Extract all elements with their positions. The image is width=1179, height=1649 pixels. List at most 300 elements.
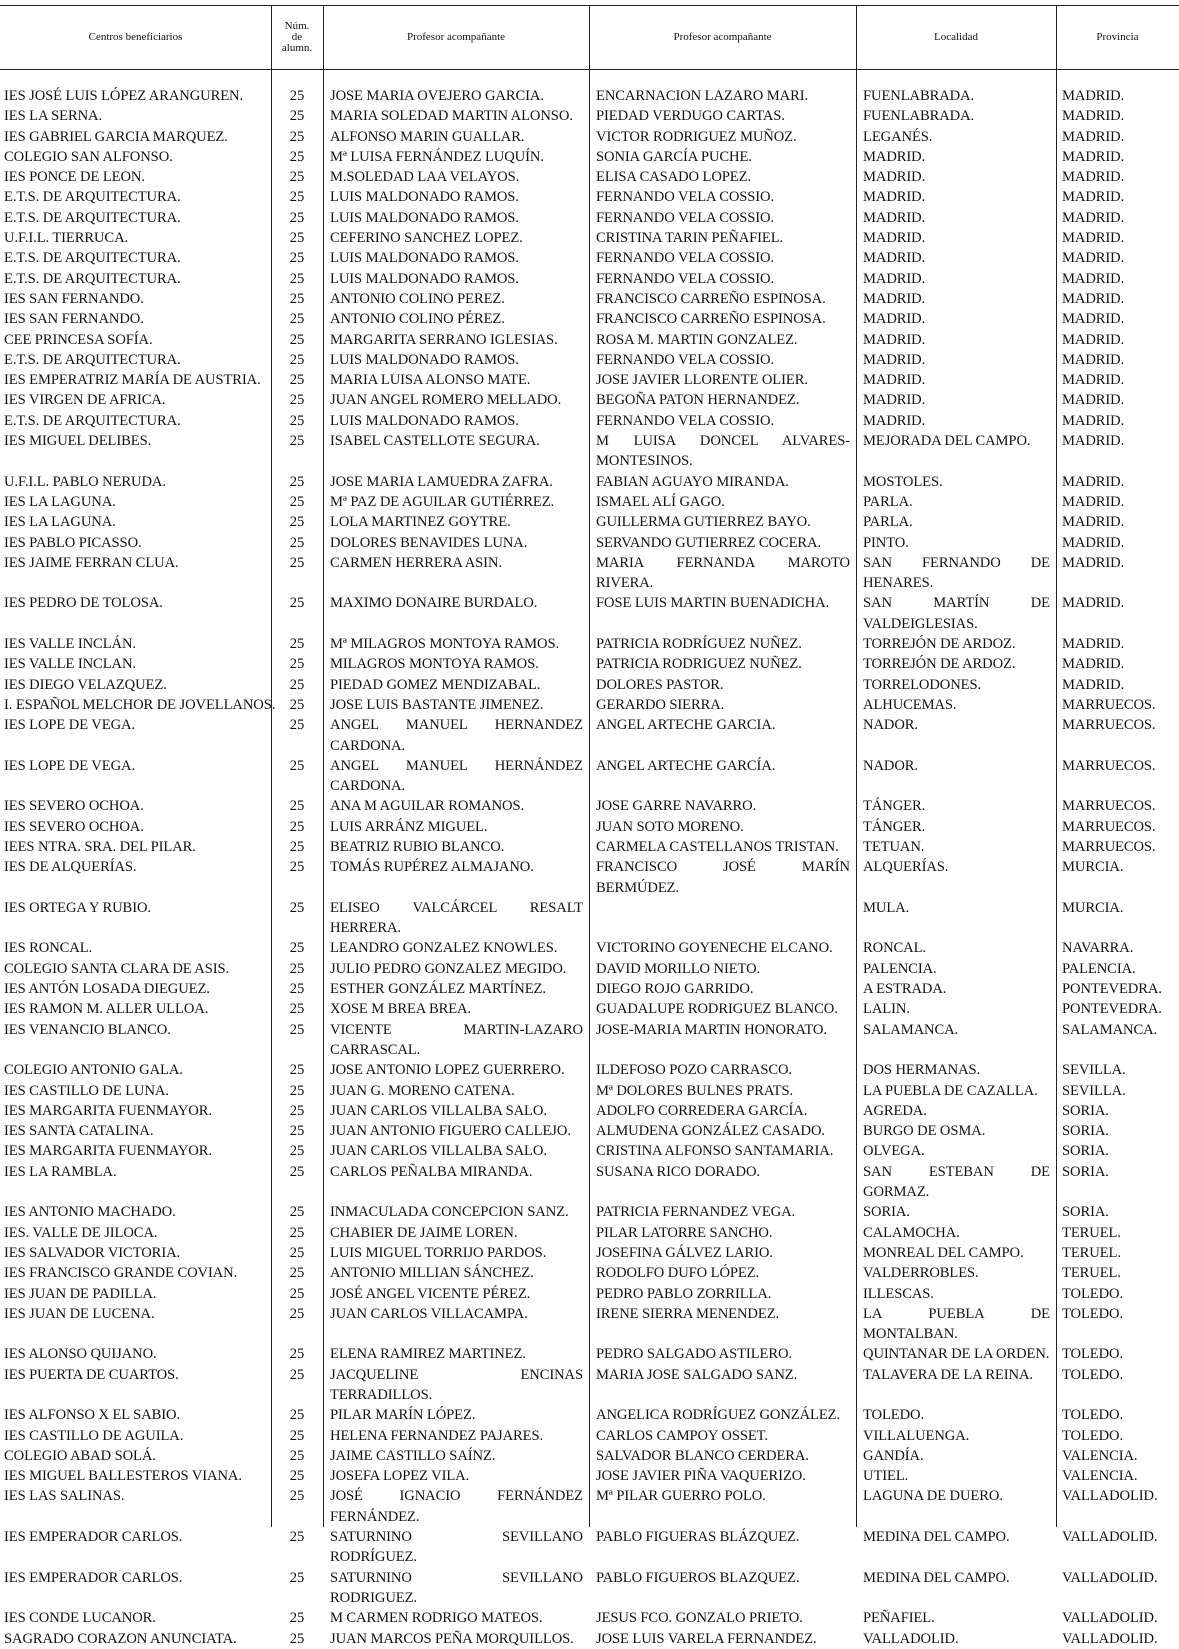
- localidad-cell: NADOR.: [863, 717, 918, 734]
- num-alumnos-cell: 25: [289, 1082, 305, 1099]
- profesor-2-cell: PABLO FIGUEROS BLAZQUEZ.: [596, 1569, 800, 1586]
- provincia-cell: MADRID.: [1062, 433, 1125, 450]
- provincia-cell: MADRID.: [1062, 534, 1125, 551]
- num-alumnos-cell: 25: [289, 981, 305, 998]
- num-alumnos-cell: 25: [289, 169, 305, 186]
- table-row: [0, 1304, 1179, 1345]
- centro-cell: IES JOSÉ LUIS LÓPEZ ARANGUREN.: [4, 88, 244, 104]
- centro-cell: IES DIEGO VELAZQUEZ.: [4, 676, 167, 693]
- profesor-1-cell: JUAN G. MORENO CATENA.: [330, 1082, 515, 1099]
- profesor-2-cell: FERNANDO VELA COSSIO.: [596, 270, 775, 287]
- profesor-2-cell: VICTORINO GOYENECHE ELCANO.: [596, 940, 833, 957]
- centro-cell: I. ESPAÑOL MELCHOR DE JOVELLANOS.: [4, 696, 276, 713]
- num-alumnos-cell: 25: [289, 1346, 305, 1363]
- provincia-cell: VALLADOLID.: [1062, 1529, 1158, 1546]
- provincia-cell: MADRID.: [1062, 108, 1125, 125]
- num-alumnos-cell: 25: [289, 696, 305, 713]
- table-row: [0, 330, 1179, 350]
- provincia-cell: TOLEDO.: [1062, 1427, 1124, 1444]
- centro-cell: IES GABRIEL GARCIA MARQUEZ.: [4, 128, 228, 145]
- profesor-1-cell: JOSEFA LOPEZ VILA.: [330, 1468, 470, 1485]
- num-alumnos-cell: 25: [289, 1123, 305, 1140]
- profesor-1-cell: LUIS MIGUEL TORRIJO PARDOS.: [330, 1244, 547, 1261]
- localidad-cell: TETUAN.: [863, 838, 925, 855]
- provincia-cell: MADRID.: [1062, 189, 1125, 206]
- table-row: [0, 1081, 1179, 1101]
- centro-cell: IES EMPERATRIZ MARÍA DE AUSTRIA.: [4, 372, 261, 389]
- num-alumnos-cell: 25: [289, 1488, 305, 1505]
- provincia-cell: TOLEDO.: [1062, 1346, 1124, 1363]
- table-row: [0, 1344, 1179, 1364]
- localidad-cell: ALHUCEMAS.: [863, 696, 957, 713]
- centro-cell: IES JUAN DE LUCENA.: [4, 1305, 155, 1322]
- profesor-1-cell: JOSÉ ANGEL VICENTE PÉREZ.: [330, 1285, 531, 1302]
- table-row: [0, 248, 1179, 268]
- provincia-cell: MADRID.: [1062, 128, 1125, 145]
- localidad-cell: MADRID.: [863, 230, 926, 247]
- table-row: [0, 167, 1179, 187]
- provincia-cell: SORIA.: [1062, 1204, 1109, 1221]
- profesor-1-cell: XOSE M BREA BREA.: [330, 1001, 472, 1018]
- profesor-1-cell: ELISEO VALCÁRCEL RESALT HERRERA.: [330, 899, 583, 937]
- localidad-cell: RONCAL.: [863, 940, 926, 957]
- localidad-cell: MEDINA DEL CAMPO.: [863, 1529, 1010, 1546]
- provincia-cell: MARRUECOS.: [1062, 757, 1156, 774]
- provincia-cell: TOLEDO.: [1062, 1407, 1124, 1424]
- header-localidad: Localidad: [934, 31, 978, 43]
- localidad-cell: VILLALUENGA.: [863, 1427, 970, 1444]
- profesor-2-cell: JOSE JAVIER LLORENTE OLIER.: [596, 372, 808, 389]
- table-row: [0, 533, 1179, 553]
- table-row: [0, 512, 1179, 532]
- profesor-1-cell: CARLOS PEÑALBA MIRANDA.: [330, 1163, 533, 1180]
- provincia-cell: MADRID.: [1062, 595, 1125, 612]
- centro-cell: IES MARGARITA FUENMAYOR.: [4, 1102, 212, 1119]
- localidad-cell: DOS HERMANAS.: [863, 1062, 981, 1079]
- provincia-cell: MADRID.: [1062, 270, 1125, 287]
- centro-cell: COLEGIO SAN ALFONSO.: [4, 148, 173, 165]
- table-row: [0, 1486, 1179, 1527]
- profesor-2-cell: ENCARNACION LAZARO MARI.: [596, 88, 809, 104]
- table-row: [0, 1527, 1179, 1568]
- profesor-2-cell: PATRICIA RODRÍGUEZ NUÑEZ.: [596, 636, 802, 653]
- profesor-1-cell: ANGEL MANUEL HERNANDEZ CARDONA.: [330, 717, 583, 754]
- profesor-2-cell: DOLORES PASTOR.: [596, 676, 724, 693]
- provincia-cell: MADRID.: [1062, 412, 1125, 429]
- provincia-cell: MADRID.: [1062, 250, 1125, 267]
- provincia-cell: VALENCIA.: [1062, 1468, 1138, 1485]
- num-alumnos-cell: 25: [289, 1102, 305, 1119]
- profesor-2-cell: JOSE-MARIA MARTIN HONORATO.: [596, 1021, 827, 1038]
- num-alumnos-cell: 25: [289, 1265, 305, 1282]
- localidad-cell: TORRELODONES.: [863, 676, 982, 693]
- centro-cell: IES PUERTA DE CUARTOS.: [4, 1366, 179, 1383]
- num-alumnos-cell: 25: [289, 1305, 305, 1322]
- provincia-cell: PONTEVEDRA.: [1062, 981, 1162, 998]
- profesor-1-cell: LUIS MALDONADO RAMOS.: [330, 351, 519, 368]
- table-row: [0, 1060, 1179, 1080]
- provincia-cell: TERUEL.: [1062, 1265, 1121, 1282]
- profesor-1-cell: VICENTE MARTIN-LAZARO CARRASCAL.: [330, 1021, 583, 1058]
- localidad-cell: GANDÍA.: [863, 1447, 924, 1464]
- provincia-cell: MARRUECOS.: [1062, 818, 1156, 835]
- table-row: [0, 898, 1179, 939]
- table-row: [0, 553, 1179, 594]
- localidad-cell: AGREDA.: [863, 1102, 927, 1119]
- num-alumnos-cell: 25: [289, 290, 305, 307]
- provincia-cell: MADRID.: [1062, 656, 1125, 673]
- profesor-2-cell: CRISTINA TARIN PEÑAFIEL.: [596, 230, 784, 247]
- num-alumnos-cell: 25: [289, 1407, 305, 1424]
- table-row: [0, 1608, 1179, 1628]
- provincia-cell: MADRID.: [1062, 290, 1125, 307]
- table-row: [0, 147, 1179, 167]
- localidad-cell: MADRID.: [863, 169, 926, 186]
- num-alumnos-cell: 25: [289, 433, 305, 450]
- profesor-1-cell: M CARMEN RODRIGO MATEOS.: [330, 1610, 543, 1627]
- profesor-2-cell: DIEGO ROJO GARRIDO.: [596, 981, 754, 998]
- localidad-cell: MOSTOLES.: [863, 473, 943, 490]
- centro-cell: IES CASTILLO DE LUNA.: [4, 1082, 169, 1099]
- localidad-cell: SORIA.: [863, 1204, 910, 1221]
- num-alumnos-cell: 25: [289, 554, 305, 571]
- profesor-2-cell: IRENE SIERRA MENENDEZ.: [596, 1305, 780, 1322]
- localidad-cell: OLVEGA.: [863, 1143, 925, 1160]
- table-row: [0, 1243, 1179, 1263]
- profesor-1-cell: PILAR MARÍN LÓPEZ.: [330, 1407, 476, 1424]
- centro-cell: IES SEVERO OCHOA.: [4, 818, 144, 835]
- centro-cell: IES PEDRO DE TOLOSA.: [4, 595, 163, 612]
- profesor-1-cell: JULIO PEDRO GONZALEZ MEGIDO.: [330, 960, 567, 977]
- table-row: [0, 187, 1179, 207]
- table-row: [0, 1223, 1179, 1243]
- profesor-2-cell: FABIAN AGUAYO MIRANDA.: [596, 473, 789, 490]
- num-alumnos-cell: 25: [289, 676, 305, 693]
- table-row: [0, 593, 1179, 634]
- centro-cell: IES. VALLE DE JILOCA.: [4, 1224, 158, 1241]
- num-alumnos-cell: 25: [289, 493, 305, 510]
- profesor-2-cell: ROSA M. MARTIN GONZALEZ.: [596, 331, 798, 348]
- profesor-2-cell: FRANCISCO CARREÑO ESPINOSA.: [596, 290, 826, 307]
- table-row: [0, 370, 1179, 390]
- table-row: [0, 654, 1179, 674]
- profesor-1-cell: JOSE ANTONIO LOPEZ GUERRERO.: [330, 1062, 565, 1079]
- localidad-cell: MADRID.: [863, 311, 926, 328]
- table-row: [0, 208, 1179, 228]
- provincia-cell: TOLEDO.: [1062, 1285, 1124, 1302]
- profesor-2-cell: FRANCISCO CARREÑO ESPINOSA.: [596, 311, 826, 328]
- profesor-2-cell: ANGEL ARTECHE GARCÍA.: [596, 757, 776, 774]
- num-alumnos-cell: 25: [289, 838, 305, 855]
- provincia-cell: MADRID.: [1062, 493, 1125, 510]
- centro-cell: IES ALONSO QUIJANO.: [4, 1346, 157, 1363]
- centro-cell: IES LA LAGUNA.: [4, 514, 116, 531]
- num-alumnos-cell: 25: [289, 1427, 305, 1444]
- profesor-1-cell: ESTHER GONZÁLEZ MARTÍNEZ.: [330, 981, 546, 998]
- centro-cell: IES DE ALQUERÍAS.: [4, 859, 137, 876]
- centro-cell: CEE PRINCESA SOFÍA.: [4, 331, 153, 348]
- profesor-1-cell: M.SOLEDAD LAA VELAYOS.: [330, 169, 520, 186]
- provincia-cell: MARRUECOS.: [1062, 717, 1156, 734]
- table-row: [0, 756, 1179, 797]
- provincia-cell: MADRID.: [1062, 392, 1125, 409]
- localidad-cell: BURGO DE OSMA.: [863, 1123, 986, 1140]
- num-alumnos-cell: 25: [289, 351, 305, 368]
- centro-cell: IES PABLO PICASSO.: [4, 534, 142, 551]
- table-row: [0, 86, 1179, 106]
- localidad-cell: CALAMOCHA.: [863, 1224, 960, 1241]
- provincia-cell: VALENCIA.: [1062, 1447, 1138, 1464]
- profesor-1-cell: CHABIER DE JAIME LOREN.: [330, 1224, 518, 1241]
- profesor-1-cell: LEANDRO GONZALEZ KNOWLES.: [330, 940, 558, 957]
- num-alumnos-cell: 25: [289, 209, 305, 226]
- localidad-cell: MEDINA DEL CAMPO.: [863, 1569, 1010, 1586]
- profesor-1-cell: TOMÁS RUPÉREZ ALMAJANO.: [330, 859, 534, 876]
- provincia-cell: MURCIA.: [1062, 859, 1124, 876]
- localidad-cell: PEÑAFIEL.: [863, 1610, 935, 1627]
- profesor-1-cell: JUAN MARCOS PEÑA MORQUILLOS.: [330, 1630, 574, 1647]
- localidad-cell: FUENLABRADA.: [863, 88, 975, 104]
- profesor-2-cell: SUSANA RICO DORADO.: [596, 1163, 760, 1180]
- centro-cell: IES MARGARITA FUENMAYOR.: [4, 1143, 212, 1160]
- num-alumnos-cell: 25: [289, 1143, 305, 1160]
- profesor-2-cell: DAVID MORILLO NIETO.: [596, 960, 761, 977]
- localidad-cell: VALDERROBLES.: [863, 1265, 979, 1282]
- table-row: [0, 1141, 1179, 1161]
- profesor-1-cell: ANTONIO COLINO PÉREZ.: [330, 311, 505, 328]
- profesor-1-cell: PIEDAD GOMEZ MENDIZABAL.: [330, 676, 541, 693]
- profesor-1-cell: HELENA FERNANDEZ PAJARES.: [330, 1427, 544, 1444]
- provincia-cell: MADRID.: [1062, 676, 1125, 693]
- num-alumnos-cell: 25: [289, 1468, 305, 1485]
- provincia-cell: TERUEL.: [1062, 1224, 1121, 1241]
- profesor-2-cell: JOSE GARRE NAVARRO.: [596, 798, 757, 815]
- table-row: [0, 1101, 1179, 1121]
- localidad-cell: TÁNGER.: [863, 818, 926, 835]
- table-row: [0, 1629, 1179, 1649]
- centro-cell: IES ORTEGA Y RUBIO.: [4, 899, 151, 916]
- centro-cell: U.F.I.L. TIERRUCA.: [4, 230, 129, 247]
- centro-cell: IES VALLE INCLÁN.: [4, 636, 136, 653]
- centro-cell: IES RONCAL.: [4, 940, 93, 957]
- centro-cell: IES LA RAMBLA.: [4, 1163, 117, 1180]
- num-alumnos-cell: 25: [289, 1204, 305, 1221]
- profesor-1-cell: JOSE MARIA LAMUEDRA ZAFRA.: [330, 473, 553, 490]
- centro-cell: IES SAN FERNANDO.: [4, 311, 144, 328]
- table-row: [0, 1446, 1179, 1466]
- centro-cell: IEES NTRA. SRA. DEL PILAR.: [4, 838, 196, 855]
- table-row: [0, 472, 1179, 492]
- num-alumnos-cell: 25: [289, 412, 305, 429]
- profesor-1-cell: Mª PAZ DE AGUILAR GUTIÉRREZ.: [330, 493, 555, 510]
- header-num-line2: de: [291, 31, 303, 43]
- profesor-2-cell: VICTOR RODRIGUEZ MUÑOZ.: [596, 128, 797, 145]
- num-alumnos-cell: 25: [289, 148, 305, 165]
- localidad-cell: LAGUNA DE DUERO.: [863, 1488, 1003, 1505]
- provincia-cell: MADRID.: [1062, 514, 1125, 531]
- profesor-1-cell: CARMEN HERRERA ASIN.: [330, 554, 502, 571]
- localidad-cell: TORREJÓN DE ARDOZ.: [863, 656, 1016, 673]
- profesor-1-cell: JOSÉ IGNACIO FERNÁNDEZ FERNÁNDEZ.: [330, 1488, 583, 1525]
- profesor-1-cell: LUIS MALDONADO RAMOS.: [330, 270, 519, 287]
- profesor-1-cell: CEFERINO SANCHEZ LOPEZ.: [330, 230, 523, 247]
- num-alumnos-cell: 25: [289, 88, 305, 104]
- profesor-2-cell: PIEDAD VERDUGO CARTAS.: [596, 108, 785, 125]
- profesor-1-cell: MARIA LUISA ALONSO MATE.: [330, 372, 531, 389]
- centro-cell: IES LA LAGUNA.: [4, 493, 116, 510]
- localidad-cell: MADRID.: [863, 412, 926, 429]
- provincia-cell: TOLEDO.: [1062, 1366, 1124, 1383]
- num-alumnos-cell: 25: [289, 940, 305, 957]
- profesor-2-cell: MARIA FERNANDA MAROTO RIVERA.: [596, 554, 850, 592]
- num-alumnos-cell: 25: [289, 270, 305, 287]
- table-row: [0, 309, 1179, 329]
- table-row: [0, 289, 1179, 309]
- profesor-2-cell: CRISTINA ALFONSO SANTAMARIA.: [596, 1143, 834, 1160]
- provincia-cell: MADRID.: [1062, 148, 1125, 165]
- localidad-cell: PARLA.: [863, 514, 913, 531]
- centro-cell: IES LOPE DE VEGA.: [4, 757, 135, 774]
- localidad-cell: LEGANÉS.: [863, 128, 933, 145]
- localidad-cell: TALAVERA DE LA REINA.: [863, 1366, 1033, 1383]
- centro-cell: COLEGIO SANTA CLARA DE ASIS.: [4, 960, 230, 977]
- table-row: [0, 817, 1179, 837]
- localidad-cell: FUENLABRADA.: [863, 108, 975, 125]
- provincia-cell: MADRID.: [1062, 372, 1125, 389]
- profesor-1-cell: LUIS ARRÁNZ MIGUEL.: [330, 818, 488, 835]
- localidad-cell: MADRID.: [863, 290, 926, 307]
- localidad-cell: MADRID.: [863, 189, 926, 206]
- num-alumnos-cell: 25: [289, 1001, 305, 1018]
- num-alumnos-cell: 25: [289, 818, 305, 835]
- profesor-1-cell: JOSE MARIA OVEJERO GARCIA.: [330, 88, 544, 104]
- table-row: [0, 431, 1179, 472]
- centro-cell: IES MIGUEL BALLESTEROS VIANA.: [4, 1468, 242, 1485]
- centro-cell: E.T.S. DE ARQUITECTURA.: [4, 351, 181, 368]
- centro-cell: E.T.S. DE ARQUITECTURA.: [4, 209, 181, 226]
- profesor-1-cell: SATURNINO SEVILLANO RODRIGUEZ.: [330, 1569, 583, 1606]
- profesor-1-cell: JACQUELINE ENCINAS TERRADILLOS.: [330, 1366, 583, 1403]
- table-row: [0, 1020, 1179, 1061]
- profesor-1-cell: JUAN CARLOS VILLACAMPA.: [330, 1305, 528, 1322]
- profesor-2-cell: Mª DOLORES BULNES PRATS.: [596, 1082, 794, 1099]
- profesor-2-cell: ALMUDENA GONZÁLEZ CASADO.: [596, 1123, 825, 1140]
- num-alumnos-cell: 25: [289, 1610, 305, 1627]
- localidad-cell: QUINTANAR DE LA ORDEN.: [863, 1346, 1050, 1363]
- num-alumnos-cell: 25: [289, 1529, 305, 1546]
- profesor-2-cell: RODOLFO DUFO LÓPEZ.: [596, 1265, 760, 1282]
- profesor-1-cell: ANGEL MANUEL HERNÁNDEZ CARDONA.: [330, 757, 583, 795]
- num-alumnos-cell: 25: [289, 960, 305, 977]
- table-body: [0, 86, 1179, 1649]
- table-row: [0, 857, 1179, 898]
- localidad-cell: ILLESCAS.: [863, 1285, 934, 1302]
- profesor-1-cell: ANTONIO MILLIAN SÁNCHEZ.: [330, 1265, 534, 1282]
- centro-cell: IES CASTILLO DE AGUILA.: [4, 1427, 184, 1444]
- localidad-cell: TORREJÓN DE ARDOZ.: [863, 636, 1016, 653]
- centro-cell: IES EMPERADOR CARLOS.: [4, 1529, 183, 1546]
- header-num-line3: alumn.: [281, 42, 313, 54]
- profesor-2-cell: JESUS FCO. GONZALO PRIETO.: [596, 1610, 803, 1627]
- profesor-1-cell: ANTONIO COLINO PEREZ.: [330, 290, 505, 307]
- profesor-2-cell: JOSE LUIS VARELA FERNANDEZ.: [596, 1630, 817, 1647]
- num-alumnos-cell: 25: [289, 1163, 305, 1180]
- profesor-1-cell: MARGARITA SERRANO IGLESIAS.: [330, 331, 558, 348]
- profesor-1-cell: JUAN ANTONIO FIGUERO CALLEJO.: [330, 1123, 571, 1140]
- profesor-1-cell: JUAN CARLOS VILLALBA SALO.: [330, 1102, 547, 1119]
- profesor-2-cell: BEGOÑA PATON HERNANDEZ.: [596, 392, 800, 409]
- profesor-1-cell: ELENA RAMIREZ MARTINEZ.: [330, 1346, 526, 1363]
- table-row: [0, 228, 1179, 248]
- table-row: [0, 837, 1179, 857]
- centro-cell: IES LA SERNA.: [4, 108, 103, 125]
- profesor-2-cell: ADOLFO CORREDERA GARCÍA.: [596, 1102, 808, 1119]
- table-row: [0, 715, 1179, 756]
- localidad-cell: PINTO.: [863, 534, 909, 551]
- num-alumnos-cell: 25: [289, 656, 305, 673]
- table-row: [0, 796, 1179, 816]
- table-row: [0, 675, 1179, 695]
- num-alumnos-cell: 25: [289, 636, 305, 653]
- table-row: [0, 1466, 1179, 1486]
- profesor-1-cell: JUAN ANGEL ROMERO MELLADO.: [330, 392, 562, 409]
- provincia-cell: MADRID.: [1062, 331, 1125, 348]
- profesor-1-cell: BEATRIZ RUBIO BLANCO.: [330, 838, 505, 855]
- profesor-2-cell: M LUISA DONCEL ALVARES-MONTESINOS.: [596, 433, 850, 470]
- centro-cell: IES SAN FERNANDO.: [4, 290, 144, 307]
- num-alumnos-cell: 25: [289, 717, 305, 734]
- provincia-cell: SALAMANCA.: [1062, 1021, 1158, 1038]
- table-row: [0, 492, 1179, 512]
- centro-cell: IES VALLE INCLAN.: [4, 656, 136, 673]
- num-alumnos-cell: 25: [289, 372, 305, 389]
- profesor-2-cell: PEDRO SALGADO ASTILERO.: [596, 1346, 792, 1363]
- profesor-2-cell: FRANCISCO JOSÉ MARÍN BERMÚDEZ.: [596, 859, 850, 896]
- table-row: [0, 1365, 1179, 1406]
- localidad-cell: A ESTRADA.: [863, 981, 947, 998]
- table-row: [0, 1568, 1179, 1609]
- profesor-2-cell: FERNANDO VELA COSSIO.: [596, 412, 775, 429]
- table-row: [0, 634, 1179, 654]
- profesor-2-cell: PATRICIA RODRIGUEZ NUÑEZ.: [596, 656, 802, 673]
- num-alumnos-cell: 25: [289, 1447, 305, 1464]
- table-row: [0, 1405, 1179, 1425]
- centro-cell: SAGRADO CORAZON ANUNCIATA.: [4, 1630, 237, 1647]
- profesor-1-cell: MARIA SOLEDAD MARTIN ALONSO.: [330, 108, 573, 125]
- num-alumnos-cell: 25: [289, 331, 305, 348]
- centro-cell: E.T.S. DE ARQUITECTURA.: [4, 250, 181, 267]
- centro-cell: IES SALVADOR VICTORIA.: [4, 1244, 181, 1261]
- num-alumnos-cell: 25: [289, 1366, 305, 1383]
- centro-cell: IES SEVERO OCHOA.: [4, 798, 144, 815]
- provincia-cell: MARRUECOS.: [1062, 696, 1156, 713]
- profesor-1-cell: ANA M AGUILAR ROMANOS.: [330, 798, 525, 815]
- centro-cell: U.F.I.L. PABLO NERUDA.: [4, 473, 166, 490]
- localidad-cell: TOLEDO.: [863, 1407, 925, 1424]
- centro-cell: COLEGIO ABAD SOLÁ.: [4, 1447, 156, 1464]
- profesor-1-cell: JAIME CASTILLO SAÍNZ.: [330, 1447, 496, 1464]
- table-row: [0, 938, 1179, 958]
- table-row: [0, 411, 1179, 431]
- num-alumnos-cell: 25: [289, 1224, 305, 1241]
- profesor-2-cell: [589, 898, 856, 939]
- centro-cell: IES LOPE DE VEGA.: [4, 717, 135, 734]
- num-alumnos-cell: 25: [289, 108, 305, 125]
- localidad-cell: VALLADOLID.: [863, 1630, 959, 1647]
- table-row: [0, 269, 1179, 289]
- provincia-cell: MADRID.: [1062, 88, 1125, 104]
- localidad-cell: MULA.: [863, 899, 910, 916]
